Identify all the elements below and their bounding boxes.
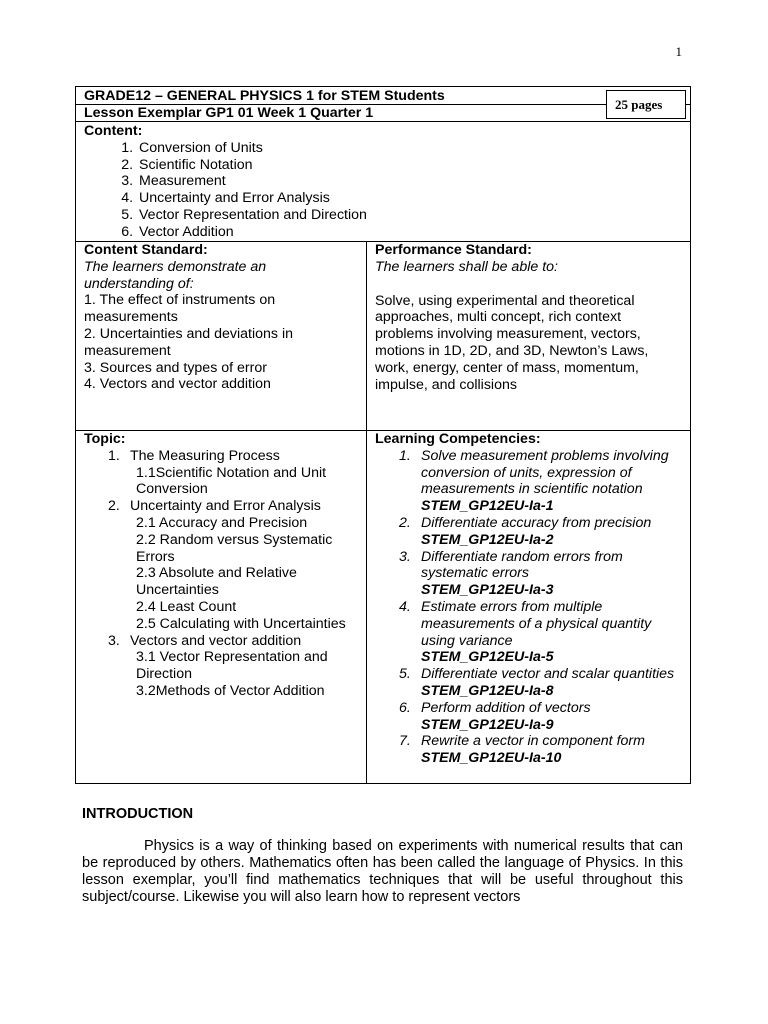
topics-row — [76, 431, 690, 783]
content-item: 6. Vector Addition — [137, 224, 682, 241]
document-title: GRADE12 – GENERAL PHYSICS 1 for STEM Students — [84, 88, 445, 104]
competency-item — [375, 515, 682, 532]
topic-list — [84, 448, 358, 700]
competency-code: STEM_GP12EU-Ia-1 — [421, 498, 554, 515]
competencies-label: Learning Competencies: — [375, 431, 541, 447]
competency-code: STEM_GP12EU-Ia-9 — [421, 716, 554, 733]
topic-title: The Measuring Process — [130, 447, 280, 464]
content-item: 4. Uncertainty and Error Analysis — [137, 190, 682, 207]
competency-item — [375, 599, 682, 649]
topic-item — [108, 632, 358, 700]
topic-number: 3. — [108, 632, 120, 649]
topic-subitem: 2.4 Least Count — [136, 598, 237, 615]
exemplar-row — [76, 105, 690, 122]
content-item: 1. Conversion of Units — [137, 140, 682, 157]
topic-subitem: 2.2 Random versus Systematic Errors — [136, 531, 333, 565]
topic-title: Uncertainty and Error Analysis — [130, 498, 321, 515]
competency-number: 6. — [399, 699, 411, 716]
content-standard-item: 2. Uncertainties and deviations in measurement — [84, 325, 293, 359]
topic-subitem: 2.5 Calculating with Uncertainties — [136, 615, 346, 632]
performance-standard-body: Solve, using experimental and theoretical approaches, multi concept, rich context problems involving measurement, vectors, motions in 1D, 2D, and 3D, Newton’s Laws, work, energy, center of mass, momentum, impulse, and collisions — [375, 292, 649, 393]
competency-item — [375, 700, 682, 717]
competency-text: Estimate errors from multiple measurements of a physical quantity using variance — [421, 598, 652, 649]
competency-text: Differentiate accuracy from precision — [421, 514, 652, 531]
topic-subitem: 3.1 Vector Representation and Direction — [136, 649, 328, 683]
content-standard-item: 3. Sources and types of error — [84, 359, 267, 376]
competency-number: 2. — [399, 514, 411, 531]
competency-code: STEM_GP12EU-Ia-3 — [421, 582, 554, 599]
competency-item — [375, 549, 682, 583]
competency-text: Rewrite a vector in component form — [421, 733, 645, 750]
competency-item — [375, 448, 682, 498]
competency-list — [375, 448, 682, 767]
competencies-cell — [367, 431, 690, 783]
content-standard-label: Content Standard: — [84, 242, 208, 258]
topic-number: 2. — [108, 498, 120, 515]
competency-number: 5. — [399, 666, 411, 683]
competency-text: Perform addition of vectors — [421, 699, 591, 716]
performance-standard-intro: The learners shall be able to: — [375, 258, 558, 275]
topic-subitem: 2.3 Absolute and Relative Uncertainties — [136, 565, 297, 599]
pages-note-box: 25 pages — [606, 90, 686, 119]
title-row — [76, 87, 690, 112]
topic-subitem: 3.2Methods of Vector Addition — [136, 682, 325, 699]
topic-subitem: 1.1Scientific Notation and Unit Conversion — [136, 464, 327, 498]
content-standard-item: 4. Vectors and vector addition — [84, 376, 271, 393]
content-standard-intro: The learners demonstrate an — [84, 258, 267, 275]
exemplar-label: Lesson Exemplar GP1 01 Week 1 Quarter 1 — [84, 105, 374, 121]
standards-row — [76, 242, 690, 431]
competency-text: Differentiate random errors from systematic errors — [421, 548, 623, 582]
topic-label: Topic: — [84, 431, 126, 447]
competency-number: 3. — [399, 548, 411, 565]
competency-item — [375, 666, 682, 700]
page-number: 1 — [675, 44, 682, 59]
competency-number: 7. — [399, 733, 411, 750]
competency-code: STEM_GP12EU-Ia-5 — [421, 649, 554, 666]
content-label: Content: — [84, 123, 143, 139]
content-item: 2. Scientific Notation — [137, 157, 682, 174]
topic-title: Vectors and vector addition — [130, 632, 302, 649]
topic-item — [108, 498, 358, 632]
content-item: 3. Measurement — [137, 173, 682, 190]
introduction-paragraph: Physics is a way of thinking based on experiments with numerical results that can be reproduced by others. Mathematics often has been called the language of Physics. In this lesson exemplar, you’ll find mathematics techniques that will be useful throughout this subject/course. Likewise you will also learn how to represent vectors — [82, 838, 683, 905]
introduction-heading: INTRODUCTION — [82, 806, 194, 822]
content-list — [84, 140, 682, 241]
competency-item — [375, 733, 682, 750]
competency-code: STEM_GP12EU-Ia-10 — [421, 750, 562, 767]
competency-number: 4. — [399, 598, 411, 615]
competency-code: STEM_GP12EU-Ia-8 — [421, 682, 554, 699]
lesson-table — [75, 86, 691, 784]
performance-standard-label: Performance Standard: — [375, 242, 532, 258]
competency-number: 1. — [399, 447, 411, 464]
content-standard-cell — [76, 242, 367, 430]
content-standard-intro: understanding of: — [84, 275, 194, 292]
competency-text: Differentiate vector and scalar quantities — [421, 666, 675, 683]
performance-standard-cell — [367, 242, 690, 430]
topic-cell — [76, 431, 367, 783]
content-standard-item: 1. The effect of instruments on measurements — [84, 292, 276, 326]
content-row — [76, 122, 690, 242]
content-item: 5. Vector Representation and Direction — [137, 207, 682, 224]
topic-number: 1. — [108, 447, 120, 464]
competency-text: Solve measurement problems involving conversion of units, expression of measurements in scientific notation — [421, 447, 669, 498]
competency-code: STEM_GP12EU-Ia-2 — [421, 531, 554, 548]
topic-subitem: 2.1 Accuracy and Precision — [136, 514, 308, 531]
topic-item — [108, 447, 358, 498]
